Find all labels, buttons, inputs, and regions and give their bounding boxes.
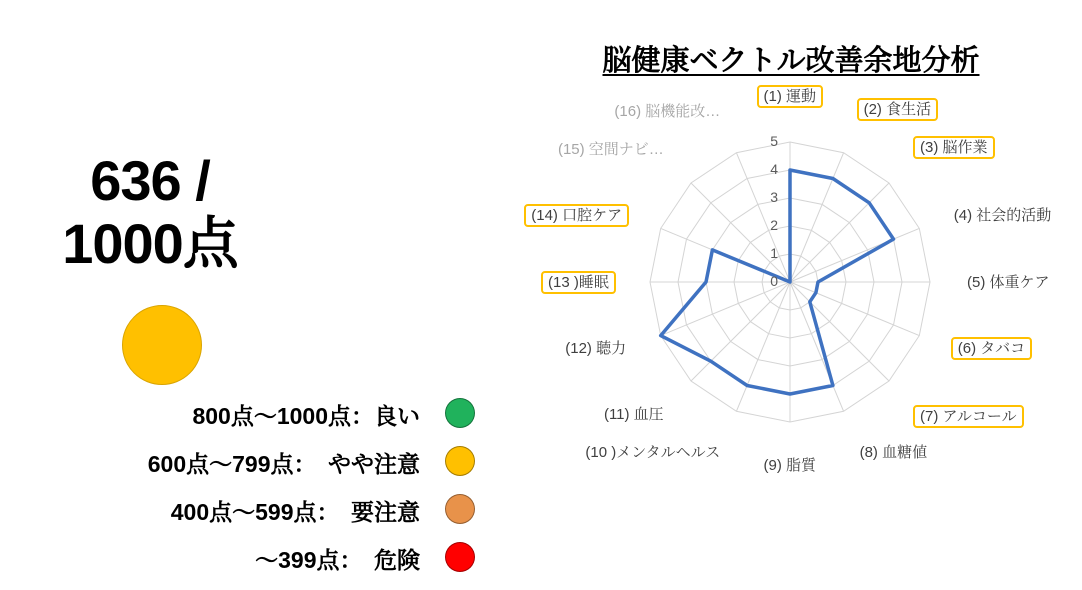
legend-row xyxy=(20,488,480,536)
axis-label-5: (5) 体重ケア xyxy=(967,273,1050,291)
chart-title: 脳健康ベクトル改善余地分析 xyxy=(602,45,980,77)
radial-tick-label: 5 xyxy=(770,133,778,149)
axis-label-3: (3) 脳作業 xyxy=(913,136,995,159)
radar-chart xyxy=(500,86,1082,486)
radial-tick-label: 0 xyxy=(770,273,778,289)
radial-tick-label: 2 xyxy=(770,217,778,233)
axis-label-9: (9) 脂質 xyxy=(763,457,817,474)
legend-row xyxy=(20,392,480,440)
axis-label-13: (13 )睡眠 xyxy=(541,271,616,294)
axis-label-10: (10 )メンタルヘルス xyxy=(585,443,721,461)
legend-dot-warning xyxy=(445,494,475,524)
radial-tick-label: 1 xyxy=(770,245,778,261)
legend-row xyxy=(20,536,480,584)
legend-dot-danger xyxy=(445,542,475,572)
axis-label-14: (14) 口腔ケア xyxy=(524,204,629,227)
legend-label: 400点〜599点： 要注意 xyxy=(170,499,420,525)
legend-dot-caution xyxy=(445,446,475,476)
radar-chart-panel xyxy=(500,0,1082,590)
legend-dot-good xyxy=(445,398,475,428)
radial-tick-label: 4 xyxy=(770,161,778,177)
axis-label-2: (2) 食生活 xyxy=(857,98,939,121)
total-score xyxy=(0,150,300,275)
axis-label-15: (15) 空間ナビ… xyxy=(557,140,664,158)
axis-label-16: (16) 脳機能改… xyxy=(614,103,721,121)
axis-label-12: (12) 聴力 xyxy=(565,340,627,358)
legend-label: 600点〜799点： やや注意 xyxy=(147,451,420,477)
score-value-line1: 636 / xyxy=(90,149,210,212)
axis-label-1: (1) 運動 xyxy=(757,85,824,108)
legend-label: 〜399点： 危険 xyxy=(255,547,420,573)
axis-label-4: (4) 社会的活動 xyxy=(953,206,1052,224)
axis-label-11: (11) 血圧 xyxy=(603,406,664,424)
score-status-dot xyxy=(122,305,202,385)
axis-label-7: (7) アルコール xyxy=(913,405,1024,428)
score-value-line2: 1000点 xyxy=(62,211,238,275)
radial-tick-label: 3 xyxy=(770,189,778,205)
score-panel xyxy=(0,0,500,590)
axis-label-6: (6) タバコ xyxy=(951,337,1032,360)
legend-row xyxy=(20,440,480,488)
axis-label-8: (8) 血糖値 xyxy=(859,443,928,461)
legend-label: 800点〜1000点：良い xyxy=(192,403,420,429)
legend xyxy=(20,392,480,584)
